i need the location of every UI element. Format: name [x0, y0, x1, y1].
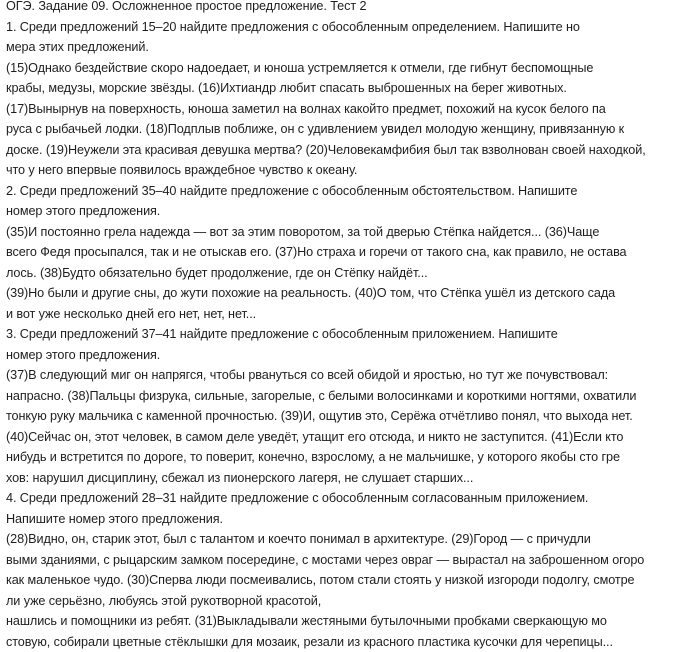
task-2-prompt: 2. Среди предложений 35–40 найдите предложение с обособленным обстоятельством. Напишите [6, 181, 671, 202]
task-4-text: как маленькое чудо. (30)Сперва люди посмеивались, потом стали стоять у низкой изгороди подолгу, смотре [6, 570, 671, 591]
task-2-text: и вот уже несколько дней его нет, нет, нет... [6, 304, 671, 325]
task-4-text: стовую, собирали цветные стёклышки для мозаик, резали из красного пластика кусочки для черепицы... [6, 632, 671, 652]
task-1-text: (17)Вынырнув на поверхность, юноша заметил на волнах какойто предмет, похожий на кусок белого па [6, 99, 671, 120]
document-title: ОГЭ. Задание 09. Осложненное простое предложение. Тест 2 [6, 0, 671, 17]
task-2-text: всего Федя просыпался, так и не отыскав его. (37)Но страха и горечи от такого сна, как правило, не остава [6, 242, 671, 263]
task-3-text: тонкую руку мальчика с каменной прочностью. (39)И, ощутив это, Серёжа отчётливо понял, что выхода нет. [6, 406, 671, 427]
task-4-text: выми зданиями, с рыцарским замком посередине, с мостами через овраг — вырастал на заброшенном огоро [6, 550, 671, 571]
task-2-prompt: номер этого предложения. [6, 201, 671, 222]
task-4-prompt: Напишите номер этого предложения. [6, 509, 671, 530]
task-3-text: напрасно. (38)Пальцы физрука, сильные, загорелые, с белыми волосинками и короткими ногтями, охватили [6, 386, 671, 407]
task-4-text: (28)Видно, он, старик этот, был с талантом и коечто понимал в архитектуре. (29)Город — с причудли [6, 529, 671, 550]
task-1-text: (15)Однако бездействие скоро надоедает, и юноша устремляется к отмели, где гибнут беспомощные [6, 58, 671, 79]
task-3-text: хов: нарушил дисциплину, сбежал из пионерского лагеря, не слушает старших... [6, 468, 671, 489]
task-2-text: (35)И постоянно грела надежда — вот за этим поворотом, за той дверью Стёпка найдется... (36)Чаще [6, 222, 671, 243]
task-3-prompt: номер этого предложения. [6, 345, 671, 366]
task-1-text: крабы, медузы, морские звёзды. (16)Ихтиандр любит спасать выброшенных на берег животных. [6, 78, 671, 99]
task-1-text: что у него впервые появилось враждебное чувство к океану. [6, 160, 671, 181]
task-4-text: нашлись и помощники из ребят. (31)Выкладывали жестяными бутылочными пробками сверкающую мо [6, 611, 671, 632]
task-3-text: (37)В следующий миг он напрягся, чтобы рвануться со всей обидой и яростью, но тут же почувствовал: [6, 365, 671, 386]
task-1-text: доске. (19)Неужели эта красивая девушка мертва? (20)Человекамфибия был так взволнован своей находкой, [6, 140, 671, 161]
task-1-text: руса с рыбачьей лодки. (18)Подплыв поближе, он с удивлением увидел молодую женщину, привязанную к [6, 119, 671, 140]
task-3-prompt: 3. Среди предложений 37–41 найдите предложение с обособленным приложением. Напишите [6, 324, 671, 345]
task-2-text: (39)Но были и другие сны, до жути похожие на реальность. (40)О том, что Стёпка ушёл из детского сада [6, 283, 671, 304]
task-4-text: ли уже серьёзно, любуясь этой рукотворной красотой, [6, 591, 671, 612]
task-1-prompt: 1. Среди предложений 15–20 найдите предложения с обособленным определением. Напишите но [6, 17, 671, 38]
task-3-text: (40)Сейчас он, этот человек, в самом деле уведёт, утащит его отсюда, и никто не заступится. (41)Если кто [6, 427, 671, 448]
task-3-text: нибудь и встретится по дороге, то поверит, конечно, взрослому, а не мальчишке, у которого якобы сто гре [6, 447, 671, 468]
task-2-text: лось. (38)Будто обязательно будет продолжение, где он Стёпку найдёт... [6, 263, 671, 284]
task-4-prompt: 4. Среди предложений 28–31 найдите предложение с обособленным согласованным приложением. [6, 488, 671, 509]
task-1-prompt: мера этих предложений. [6, 37, 671, 58]
